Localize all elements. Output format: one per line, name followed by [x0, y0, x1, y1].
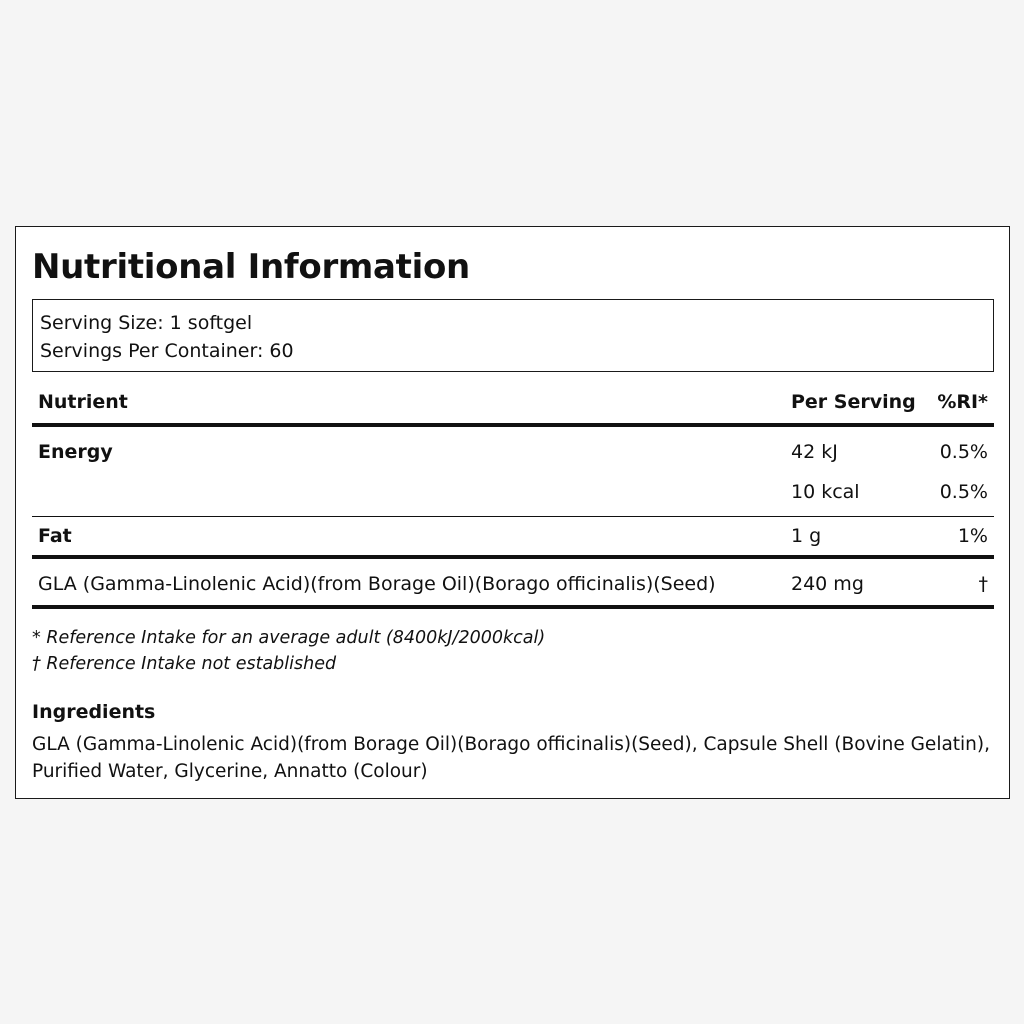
footnote-not-established: † Reference Intake not established	[32, 654, 337, 674]
ingredients-text: GLA (Gamma-Linolenic Acid)(from Borage Oil)(Borago officinalis)(Seed), Capsule Shell (Bovine Gelatin), Purified Water, Glycerine, Annatto (Colour)	[32, 734, 991, 782]
table-row-energy	[32, 427, 994, 517]
serving-size: Serving Size: 1 softgel	[40, 312, 253, 334]
header-ri: %RI*	[937, 391, 988, 413]
header-per-serving: Per Serving	[791, 391, 916, 413]
table-row-fat	[32, 517, 994, 559]
ri-value: †	[978, 573, 988, 595]
ri-value: 0.5%	[939, 481, 988, 503]
serving-info-box	[32, 299, 994, 372]
table-row-gla	[32, 559, 994, 609]
nutrition-panel	[15, 226, 1010, 799]
header-nutrient: Nutrient	[38, 391, 128, 413]
ingredients-heading: Ingredients	[32, 701, 156, 723]
per-serving-value: 1 g	[791, 525, 822, 547]
per-serving-value: 42 kJ	[791, 441, 838, 463]
ri-value: 0.5%	[939, 441, 988, 463]
per-serving-value: 240 mg	[791, 573, 864, 595]
table-header-row	[32, 389, 994, 427]
per-serving-value: 10 kcal	[791, 481, 860, 503]
servings-per-container: Servings Per Container: 60	[40, 340, 294, 362]
nutrient-name: GLA (Gamma-Linolenic Acid)(from Borage Oil)(Borago officinalis)(Seed)	[38, 573, 716, 595]
page-title: Nutritional Information	[32, 247, 470, 287]
nutrient-name: Energy	[38, 441, 113, 463]
footnote-reference-intake: * Reference Intake for an average adult (8400kJ/2000kcal)	[32, 628, 546, 648]
nutrient-name: Fat	[38, 525, 72, 547]
footnotes	[32, 625, 545, 677]
nutrition-table	[32, 389, 994, 609]
ri-value: 1%	[957, 525, 988, 547]
